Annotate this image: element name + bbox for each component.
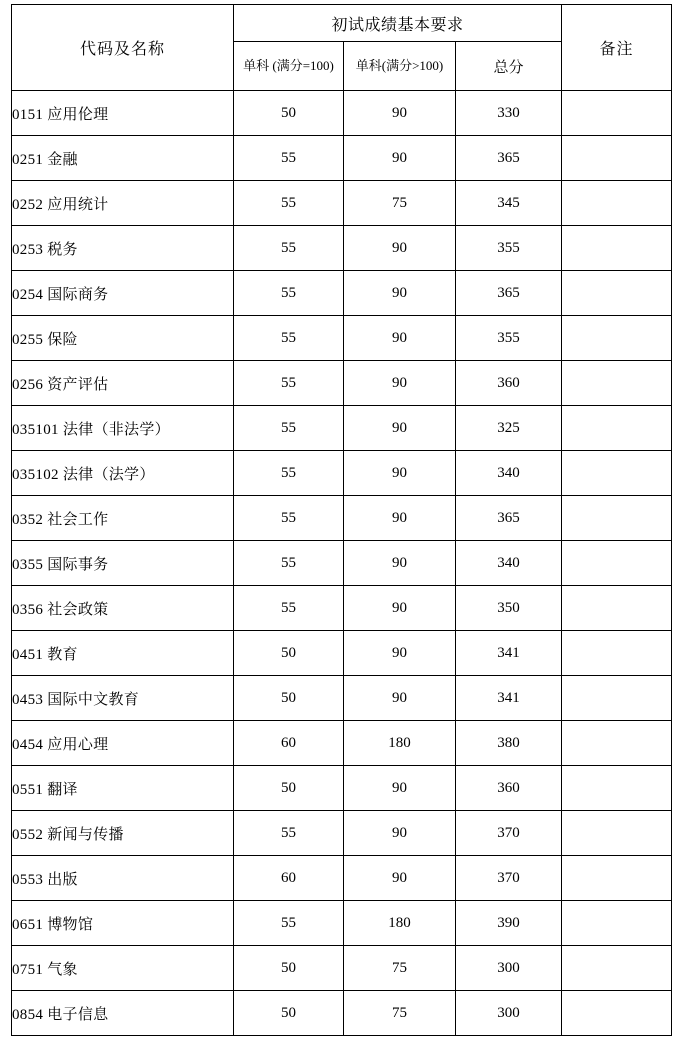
score-requirements-sheet <box>0 4 682 1056</box>
cell-total: 370 <box>456 811 562 856</box>
cell-total: 365 <box>456 271 562 316</box>
cell-total: 365 <box>456 136 562 181</box>
cell-single-100: 50 <box>234 766 344 811</box>
table-row <box>12 631 672 676</box>
cell-single-100: 55 <box>234 496 344 541</box>
cell-single-100: 55 <box>234 136 344 181</box>
table-row <box>12 496 672 541</box>
cell-program-name: 035102 法律（法学） <box>12 451 234 496</box>
cell-total: 390 <box>456 901 562 946</box>
cell-single-100: 55 <box>234 901 344 946</box>
cell-program-name: 0454 应用心理 <box>12 721 234 766</box>
cell-note <box>562 541 672 586</box>
table-row <box>12 766 672 811</box>
header-code-name: 代码及名称 <box>12 5 234 91</box>
table-body <box>12 91 672 1036</box>
cell-note <box>562 901 672 946</box>
cell-single-100: 55 <box>234 811 344 856</box>
cell-total: 355 <box>456 226 562 271</box>
cell-program-name: 0254 国际商务 <box>12 271 234 316</box>
cell-single-100: 50 <box>234 631 344 676</box>
cell-single-100: 55 <box>234 451 344 496</box>
cell-single-100: 55 <box>234 226 344 271</box>
cell-single-100: 55 <box>234 361 344 406</box>
cell-total: 300 <box>456 991 562 1036</box>
cell-single-over-100: 75 <box>344 181 456 226</box>
cell-program-name: 0651 博物馆 <box>12 901 234 946</box>
cell-single-over-100: 75 <box>344 991 456 1036</box>
table-row <box>12 271 672 316</box>
cell-single-100: 55 <box>234 271 344 316</box>
cell-single-100: 55 <box>234 181 344 226</box>
table-row <box>12 586 672 631</box>
cell-program-name: 0151 应用伦理 <box>12 91 234 136</box>
table-row <box>12 946 672 991</box>
cell-single-100: 60 <box>234 856 344 901</box>
cell-note <box>562 91 672 136</box>
cell-total: 341 <box>456 676 562 721</box>
cell-single-over-100: 180 <box>344 901 456 946</box>
header-total-score: 总分 <box>456 42 562 91</box>
cell-note <box>562 631 672 676</box>
cell-total: 325 <box>456 406 562 451</box>
cell-note <box>562 271 672 316</box>
cell-program-name: 0252 应用统计 <box>12 181 234 226</box>
cell-program-name: 0251 金融 <box>12 136 234 181</box>
cell-program-name: 0255 保险 <box>12 316 234 361</box>
cell-single-over-100: 75 <box>344 946 456 991</box>
cell-note <box>562 451 672 496</box>
table-row <box>12 901 672 946</box>
cell-note <box>562 991 672 1036</box>
cell-program-name: 0854 电子信息 <box>12 991 234 1036</box>
cell-total: 355 <box>456 316 562 361</box>
table-row <box>12 811 672 856</box>
cell-program-name: 0256 资产评估 <box>12 361 234 406</box>
table-row <box>12 541 672 586</box>
table-row <box>12 676 672 721</box>
table-row <box>12 991 672 1036</box>
cell-single-over-100: 90 <box>344 226 456 271</box>
cell-single-over-100: 90 <box>344 361 456 406</box>
header-initial-exam-group: 初试成绩基本要求 <box>234 5 562 42</box>
cell-note <box>562 946 672 991</box>
cell-note <box>562 136 672 181</box>
cell-single-100: 50 <box>234 991 344 1036</box>
cell-program-name: 0253 税务 <box>12 226 234 271</box>
cell-total: 340 <box>456 451 562 496</box>
cell-single-over-100: 90 <box>344 271 456 316</box>
cell-note <box>562 226 672 271</box>
cell-single-over-100: 90 <box>344 136 456 181</box>
cell-note <box>562 766 672 811</box>
header-single-100 <box>234 42 344 91</box>
table-row <box>12 91 672 136</box>
cell-single-over-100: 90 <box>344 406 456 451</box>
cell-single-over-100: 90 <box>344 451 456 496</box>
cell-program-name: 0355 国际事务 <box>12 541 234 586</box>
table-row <box>12 721 672 766</box>
cell-total: 360 <box>456 766 562 811</box>
cell-single-over-100: 90 <box>344 541 456 586</box>
cell-total: 360 <box>456 361 562 406</box>
cell-note <box>562 406 672 451</box>
cell-total: 330 <box>456 91 562 136</box>
cell-single-100: 55 <box>234 586 344 631</box>
cell-single-over-100: 90 <box>344 586 456 631</box>
cell-program-name: 0553 出版 <box>12 856 234 901</box>
table-row <box>12 226 672 271</box>
cell-single-100: 50 <box>234 946 344 991</box>
cell-note <box>562 676 672 721</box>
cell-single-over-100: 90 <box>344 631 456 676</box>
cell-note <box>562 181 672 226</box>
cell-program-name: 0453 国际中文教育 <box>12 676 234 721</box>
cell-single-over-100: 90 <box>344 316 456 361</box>
table-row <box>12 856 672 901</box>
cell-note <box>562 811 672 856</box>
cell-note <box>562 361 672 406</box>
cell-note <box>562 856 672 901</box>
cell-single-over-100: 90 <box>344 856 456 901</box>
cell-note <box>562 496 672 541</box>
cell-total: 345 <box>456 181 562 226</box>
cell-program-name: 0451 教育 <box>12 631 234 676</box>
score-requirements-table <box>11 4 672 1036</box>
cell-single-over-100: 90 <box>344 676 456 721</box>
cell-note <box>562 586 672 631</box>
cell-single-100: 55 <box>234 316 344 361</box>
cell-total: 300 <box>456 946 562 991</box>
cell-total: 365 <box>456 496 562 541</box>
cell-single-over-100: 90 <box>344 91 456 136</box>
cell-total: 340 <box>456 541 562 586</box>
table-row <box>12 316 672 361</box>
header-single-over-100 <box>344 42 456 91</box>
cell-total: 350 <box>456 586 562 631</box>
cell-program-name: 0551 翻译 <box>12 766 234 811</box>
header-single-100-label: 单科 (满分=100) <box>243 57 334 73</box>
table-row <box>12 361 672 406</box>
cell-total: 380 <box>456 721 562 766</box>
cell-single-100: 55 <box>234 541 344 586</box>
table-row <box>12 181 672 226</box>
table-header <box>12 5 672 91</box>
table-row <box>12 406 672 451</box>
cell-program-name: 0356 社会政策 <box>12 586 234 631</box>
cell-program-name: 0352 社会工作 <box>12 496 234 541</box>
cell-single-over-100: 90 <box>344 811 456 856</box>
header-single-over-100-label: 单科(满分>100) <box>355 57 444 73</box>
header-note: 备注 <box>562 5 672 91</box>
cell-total: 341 <box>456 631 562 676</box>
table-row <box>12 136 672 181</box>
header-row-top <box>12 5 672 42</box>
cell-program-name: 0552 新闻与传播 <box>12 811 234 856</box>
cell-single-100: 50 <box>234 676 344 721</box>
cell-program-name: 035101 法律（非法学） <box>12 406 234 451</box>
table-row <box>12 451 672 496</box>
cell-note <box>562 316 672 361</box>
cell-program-name: 0751 气象 <box>12 946 234 991</box>
cell-single-over-100: 90 <box>344 496 456 541</box>
cell-note <box>562 721 672 766</box>
cell-total: 370 <box>456 856 562 901</box>
cell-single-100: 60 <box>234 721 344 766</box>
cell-single-over-100: 90 <box>344 766 456 811</box>
cell-single-100: 55 <box>234 406 344 451</box>
cell-single-100: 50 <box>234 91 344 136</box>
cell-single-over-100: 180 <box>344 721 456 766</box>
